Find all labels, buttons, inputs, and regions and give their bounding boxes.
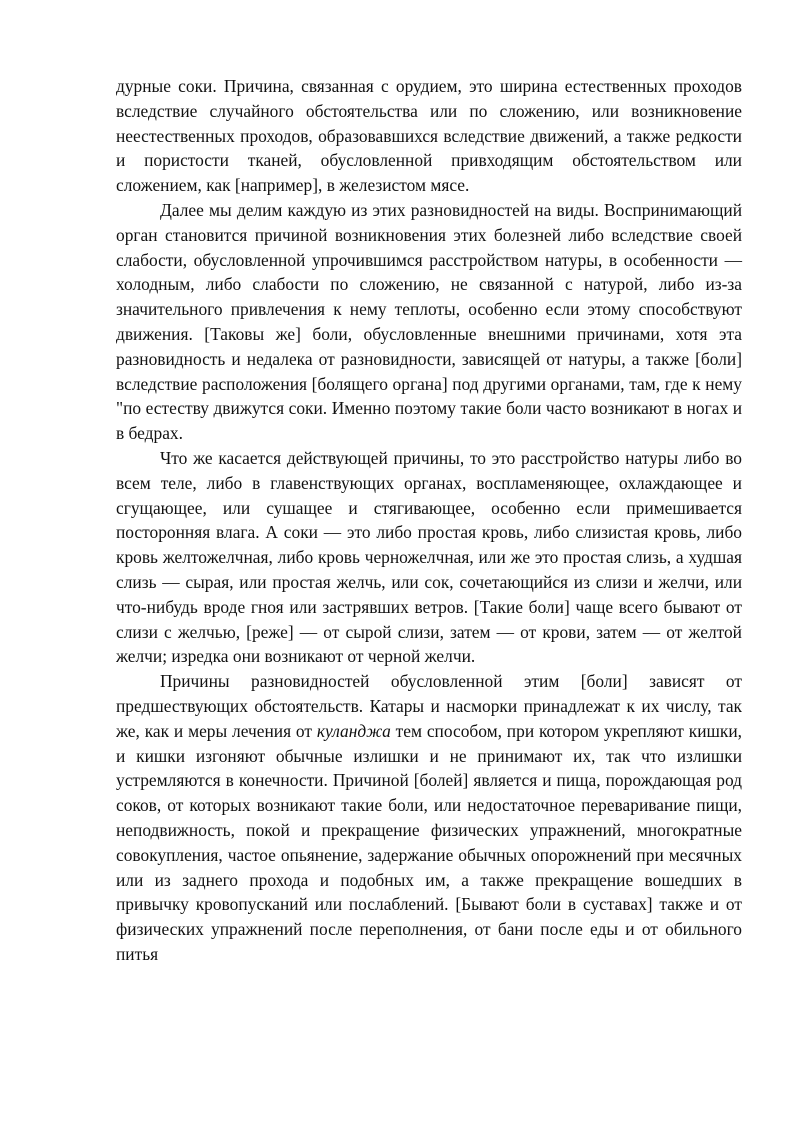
paragraph-4-text-b: тем способом, при котором укрепляют кишки, и кишки изгоняют обычные излишки и не принимают их, так что излишки устремляются в конечности. Причиной [болей] является и пища, порождающая род соков, от которых возникают такие боли, или недостаточное переваривание пищи, неподвижность, покой и прекращение физических упражнений, многократные совокупления, частое опьянение, задержание обычных опорожнений при месячных или из заднего прохода и подобных им, а также прекращение вошедших в привычку кровопусканий или послаблений. [Бывают боли в суставах] также и от физических упражнений после переполнения, от бани после еды и от обильного питья xyxy=(116,720,742,964)
document-page xyxy=(116,74,742,967)
paragraph-2 xyxy=(116,198,742,446)
italic-term-kulandzha: куланджа xyxy=(316,720,391,741)
paragraph-3 xyxy=(116,446,742,669)
paragraph-1 xyxy=(116,74,742,198)
paragraph-2-text: Далее мы делим каждую из этих разновидностей на виды. Воспринимающий орган становится причиной возникновения этих болезней либо вследствие своей слабости, обусловленной упрочившимся расстройством натуры, в особенности — холодным, либо слабости по сложению, не связанной с натурой, либо из-за значительного привлечения к нему теплоты, особенно если этому способствуют движения. [Таковы же] боли, обусловленные внешними причинами, хотя эта разновидность и недалека от разновидности, зависящей от натуры, а также [боли] вследствие расположения [болящего органа] под другими органами, там, где к нему "по естеству движутся соки. Именно поэтому такие боли часто возникают в ногах и в бедрах. xyxy=(116,199,742,444)
paragraph-4-text-a: Причины разновидностей обусловленной этим [боли] зависят от предшествующих обстоятельств. Катары и насморки принадлежат к их числу, так же, как и меры лечения от xyxy=(116,671,742,741)
paragraph-1-text: дурные соки. Причина, связанная с орудием, это ширина естественных проходов вследствие случайного обстоятельства или по сложению, или возникновение неестественных проходов, образовавшихся вследствие движений, а также редкости и пористости тканей, обусловленной привходящим обстоятельством или сложением, как [например], в железистом мясе. xyxy=(116,76,742,196)
paragraph-4 xyxy=(116,669,742,967)
paragraph-3-text: Что же касается действующей причины, то это расстройство натуры либо во всем теле, либо в главенствующих органах, воспламеняющее, охлаждающее и сгущающее, или сушащее и стягивающее, особенно если примешивается посторонняя влага. А соки — это либо простая кровь, либо слизистая кровь, либо кровь желтожелчная, либо кровь черножелчная, или же это простая слизь, а худшая слизь — сырая, или простая желчь, или сок, сочетающийся из слизи и желчи, или что-нибудь вроде гноя или застрявших ветров. [Такие боли] чаще всего бывают от слизи с желчью, [реже] — от сырой слизи, затем — от крови, затем — от желтой желчи; изредка они возникают от черной желчи. xyxy=(116,447,742,667)
